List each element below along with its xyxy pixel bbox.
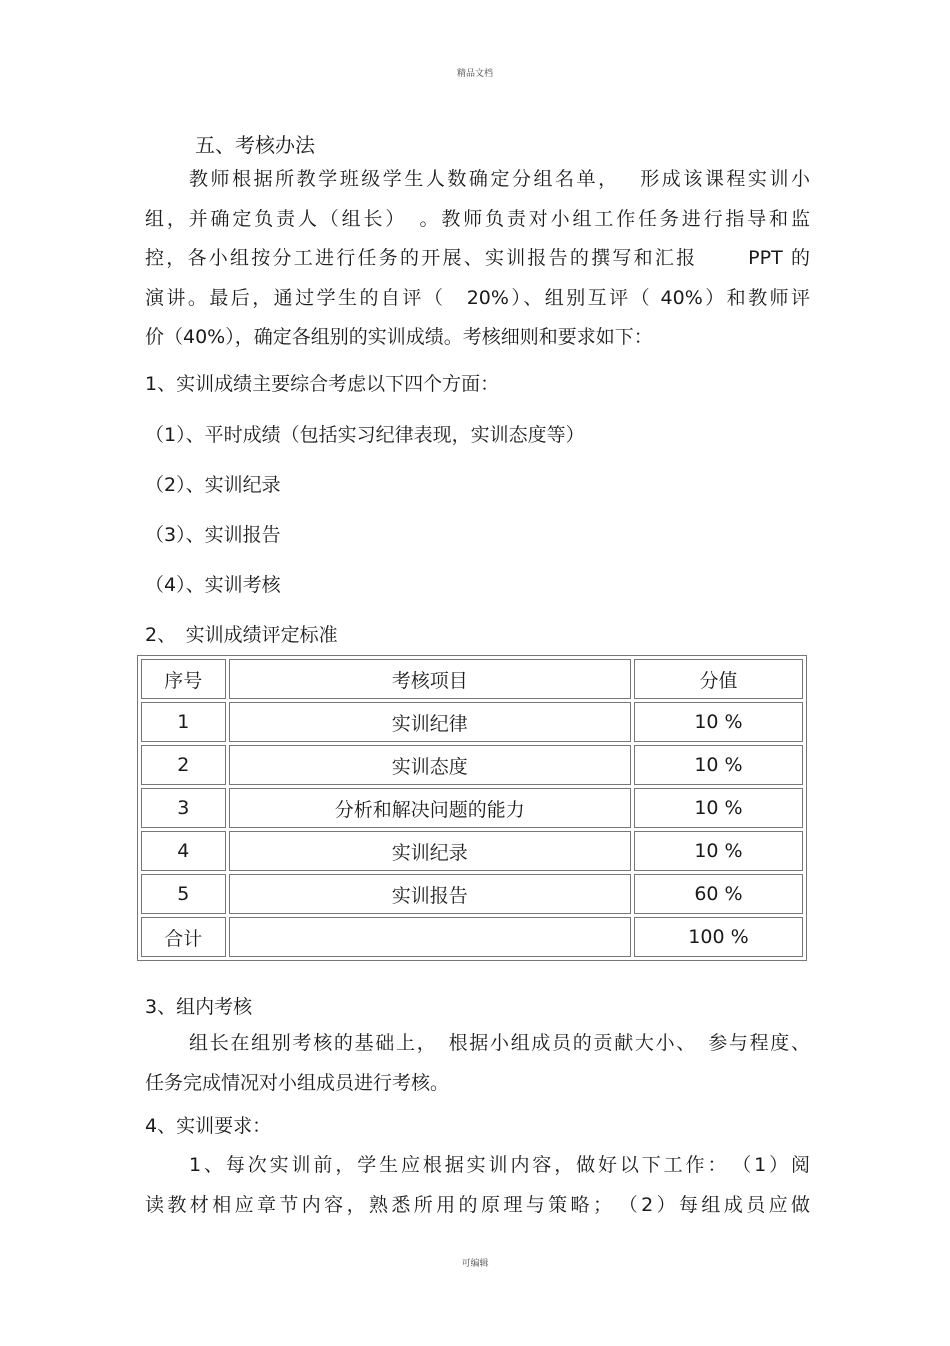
table-cell: 1 — [141, 702, 226, 742]
table-row — [141, 831, 803, 871]
score-table — [137, 655, 807, 961]
sub-item: （2）、实训纪录 — [145, 474, 281, 496]
table-row — [141, 874, 803, 914]
table-cell: 10 % — [634, 702, 803, 742]
table-cell: 实训态度 — [229, 745, 631, 785]
table-cell: 2 — [141, 745, 226, 785]
sub-item: （1）、平时成绩（包括实习纪律表现，实训态度等） — [145, 424, 585, 446]
table-row — [141, 788, 803, 828]
table-cell: 3 — [141, 788, 226, 828]
table-cell — [229, 917, 631, 957]
table-cell: 4 — [141, 831, 226, 871]
intro-line: 控，各小组按分工进行任务的开展、实训报告的撰写和汇报 PPT 的 — [145, 247, 810, 269]
table-cell: 10 % — [634, 745, 803, 785]
table-cell: 实训报告 — [229, 874, 631, 914]
section-title: 五、考核办法 — [195, 133, 315, 157]
intro-line: 价（40%），确定各组别的实训成绩。考核细则和要求如下： — [145, 326, 653, 348]
item3-line: 任务完成情况对小组成员进行考核。 — [145, 1071, 450, 1094]
item3-paragraph — [145, 1024, 810, 1103]
table-cell: 实训纪录 — [229, 831, 631, 871]
item4-line: 1、每次实训前，学生应根据实训内容，做好以下工作： （1）阅 — [189, 1154, 810, 1176]
table-row — [141, 702, 803, 742]
header-cell: 考核项目 — [229, 659, 631, 699]
item1-heading: 1、实训成绩主要综合考虑以下四个方面： — [145, 373, 500, 395]
table-cell: 合计 — [141, 917, 226, 957]
table-cell: 分析和解决问题的能力 — [229, 788, 631, 828]
table-cell: 10 % — [634, 788, 803, 828]
intro-line: 教师根据所教学班级学生人数确定分组名单， 形成该课程实训小 — [189, 168, 810, 190]
table-row — [141, 745, 803, 785]
table-cell: 10 % — [634, 831, 803, 871]
table-header-row — [141, 659, 803, 699]
sub-item: （3）、实训报告 — [145, 524, 281, 546]
intro-paragraph — [145, 160, 810, 358]
item3-heading: 3、组内考核 — [145, 996, 253, 1018]
sub-item: （4）、实训考核 — [145, 574, 281, 596]
table-cell: 100 % — [634, 917, 803, 957]
intro-line: 演讲。最后，通过学生的自评（ 20%）、组别互评（ 40%）和教师评 — [145, 286, 810, 309]
header-cell: 分值 — [634, 659, 803, 699]
intro-line: 组，并确定负责人（组长） 。教师负责对小组工作任务进行指导和监 — [145, 207, 810, 230]
table-cell: 5 — [141, 874, 226, 914]
table-cell: 实训纪律 — [229, 702, 631, 742]
item4-line: 读教材相应章节内容，熟悉所用的原理与策略； （2）每组成员应做 — [145, 1193, 810, 1216]
item2-heading: 2、 实训成绩评定标准 — [145, 624, 338, 646]
table-total-row — [141, 917, 803, 957]
item3-line: 组长在组别考核的基础上， 根据小组成员的贡献大小、 参与程度、 — [189, 1032, 810, 1054]
item4-paragraph — [145, 1146, 810, 1225]
header-watermark: 精品文档 — [456, 69, 493, 79]
table-cell: 60 % — [634, 874, 803, 914]
item4-heading: 4、实训要求： — [145, 1115, 272, 1137]
header-cell: 序号 — [141, 659, 226, 699]
footer-watermark: 可编辑 — [461, 1259, 489, 1269]
